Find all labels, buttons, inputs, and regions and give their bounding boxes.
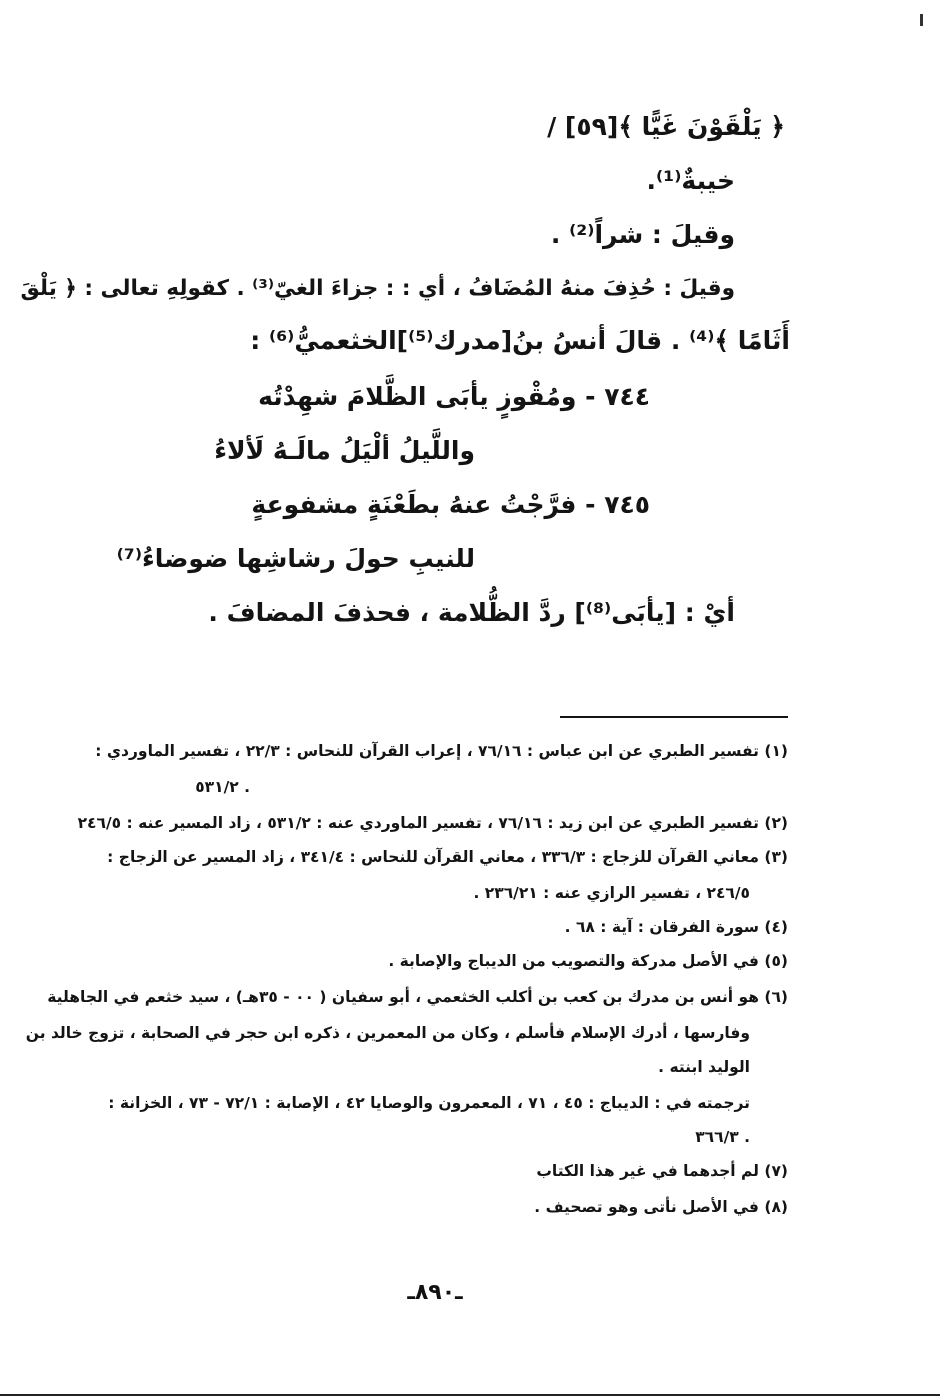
footnote-3: (٣) معاني القرآن للزجاج : ٣٣٦/٣ ، معاني القرآن للنحاس : ٣٤١/٤ ، زاد المسير عن الزجاج : — [107, 848, 788, 866]
footnote-1: (١) تفسير الطبري عن ابن عباس : ٧٦/١٦ ، إعراب القرآن للنحاس : ٢٢/٣ ، تفسير الماوردي : — [95, 742, 788, 760]
footnote-8: (٨) في الأصل نأتى وهو تصحيف . — [534, 1198, 788, 1216]
footnote-5: (٥) في الأصل مدركة والتصويب من الديباج والإصابة . — [388, 952, 788, 970]
footnote-divider — [560, 716, 788, 718]
poetry-verse-second-hemistich: للنيبِ حولَ رشاشِها ضوضاءُ⁽⁷⁾ — [116, 544, 475, 573]
text-line: أيْ : [يأبَى⁽⁸⁾] ردَّ الظُّلامة ، فحذفَ المضافَ . — [208, 598, 735, 627]
footnote-6-continued: الوليد ابنته . — [658, 1058, 750, 1076]
text-line: أَثَامًا ﴾⁽⁴⁾ . قالَ أنسُ بنُ[مدرك⁽⁵⁾]الخثعميُّ⁽⁶⁾ : — [250, 326, 790, 355]
text-line: وقيلَ : حُذِفَ منهُ المُضَافُ ، أي : : جزاءَ الغيّ⁽³⁾ . كقولِهِ تعالى : ﴿ يَلْقَ — [20, 276, 735, 301]
footnote-7: (٧) لم أجدهما في غير هذا الكتاب — [536, 1162, 788, 1180]
footnote-6-sources-continued: ٣٦٦/٣ . — [695, 1128, 750, 1146]
footnote-3-continued: ٢٤٦/٥ ، تفسير الرازي عنه : ٢٣٦/٢١ . — [473, 884, 750, 902]
scan-mark — [920, 14, 923, 26]
footnote-6-sources: ترجمته في : الديباج : ٤٥ ، ٧١ ، المعمرون والوصايا ٤٢ ، الإصابة : ٧٢/١ - ٧٣ ، الخزانة : — [108, 1094, 750, 1112]
footnote-2: (٢) تفسير الطبري عن ابن زيد : ٧٦/١٦ ، تفسير الماوردي عنه : ٥٣١/٢ ، زاد المسير عنه : ٢٤٦/٥ — [77, 814, 788, 832]
footnote-6: (٦) هو أنس بن مدرك بن كعب بن أكلب الخثعمي ، أبو سفيان ( ٠٠ - ٣٥هـ) ، سيد خثعم في الجاهلية — [47, 988, 788, 1006]
footnote-1-continued: ٥٣١/٢ . — [195, 778, 250, 796]
poetry-verse-first-hemistich: ٧٤٤ - ومُقْوزٍ يأبَى الظَّلامَ شهِدْتُه — [258, 382, 650, 411]
text-line: خيبةٌ⁽¹⁾. — [646, 166, 735, 195]
footnote-6-continued: وفارسها ، أدرك الإسلام فأسلم ، وكان من المعمرين ، ذكره ابن حجر في الصحابة ، تزوج خالد بن — [25, 1024, 750, 1042]
poetry-verse-first-hemistich: ٧٤٥ - فرَّجْتُ عنهُ بطَعْنَةٍ مشفوعةٍ — [251, 490, 650, 519]
poetry-verse-second-hemistich: واللَّيلُ ألْيَلُ مالَـهُ لَألاءُ — [214, 436, 475, 465]
page-number: ـ٨٩٠ـ — [407, 1280, 463, 1305]
footnote-4: (٤) سورة الفرقان : آية : ٦٨ . — [564, 918, 788, 936]
scan-bottom-edge — [0, 1394, 940, 1396]
quran-verse-line: ﴿ يَلْقَوْنَ غَيًّا ﴾[٥٩] / — [547, 112, 785, 141]
text-line: وقيلَ : شراً⁽²⁾ . — [550, 220, 735, 249]
